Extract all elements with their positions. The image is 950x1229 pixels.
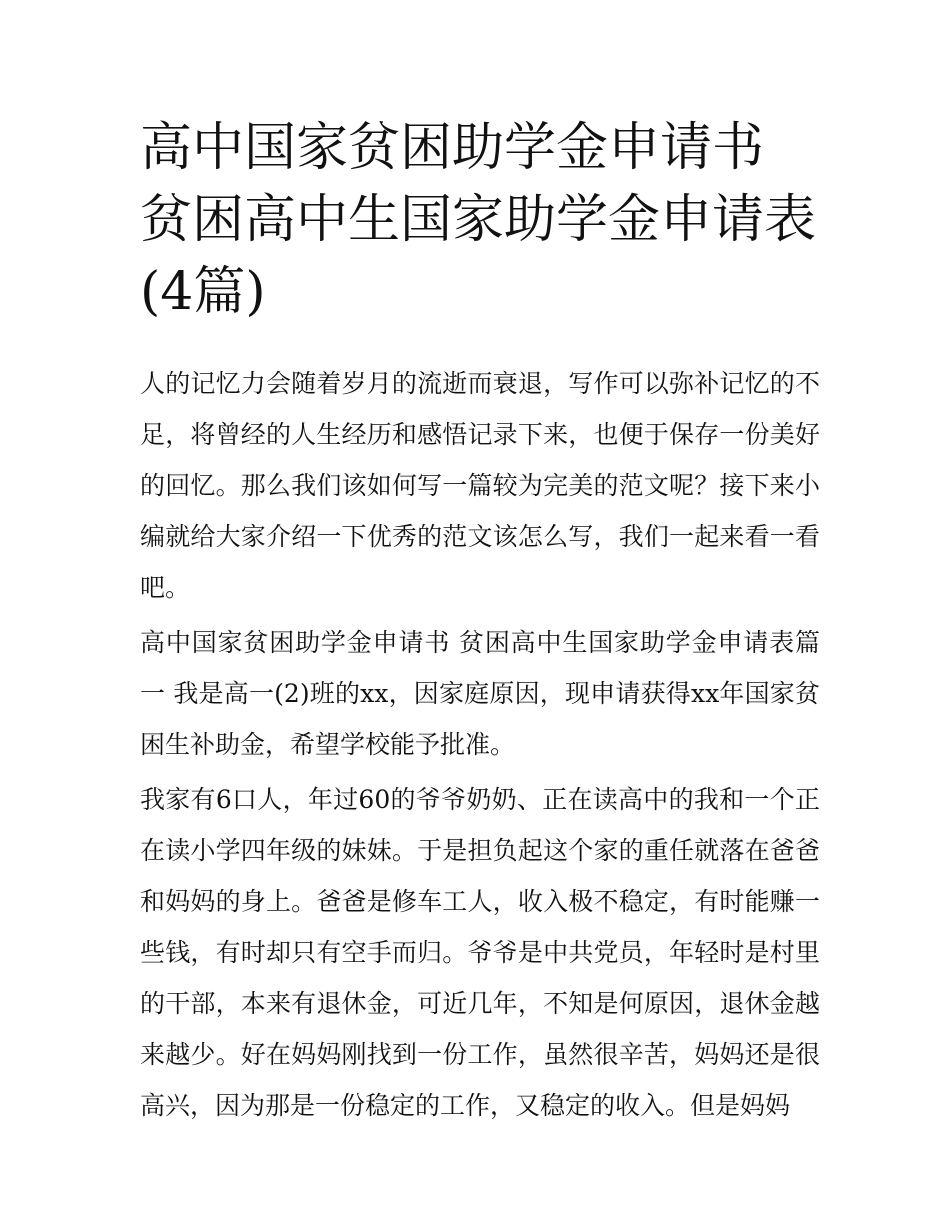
section-one-paragraph: 高中国家贫困助学金申请书 贫困高中生国家助学金申请表篇一 我是高一(2)班的xx，因家庭原因，现申请获得xx年国家贫困生补助金，希望学校能予批准。: [140, 628, 820, 759]
intro-paragraph: 人的记忆力会随着岁月的流逝而衰退，写作可以弥补记忆的不足，将曾经的人生经历和感悟记录下来，也便于保存一份美好的回忆。那么我们该如何写一篇较为完美的范文呢？接下来小编就给大家介绍一下优秀的范文该怎么写，我们一起来看一看吧。: [140, 369, 820, 602]
document-body: [140, 358, 820, 1135]
document-title: 高中国家贫困助学金申请书 贫困高中生国家助学金申请表(4篇): [140, 118, 817, 322]
family-paragraph: 我家有6口人，年过60的爷爷奶奶、正在读高中的我和一个正在读小学四年级的妹妹。于是担负起这个家的重任就落在爸爸和妈妈的身上。爸爸是修车工人，收入极不稳定，有时能赚一些钱，有时却只有空手而归。爷爷是中共党员，年轻时是村里的干部，本来有退休金，可近几年，不知是何原因，退休金越来越少。好在妈妈刚找到一份工作，虽然很辛苦，妈妈还是很高兴，因为那是一份稳定的工作，又稳定的收入。但是妈妈: [140, 785, 820, 1120]
